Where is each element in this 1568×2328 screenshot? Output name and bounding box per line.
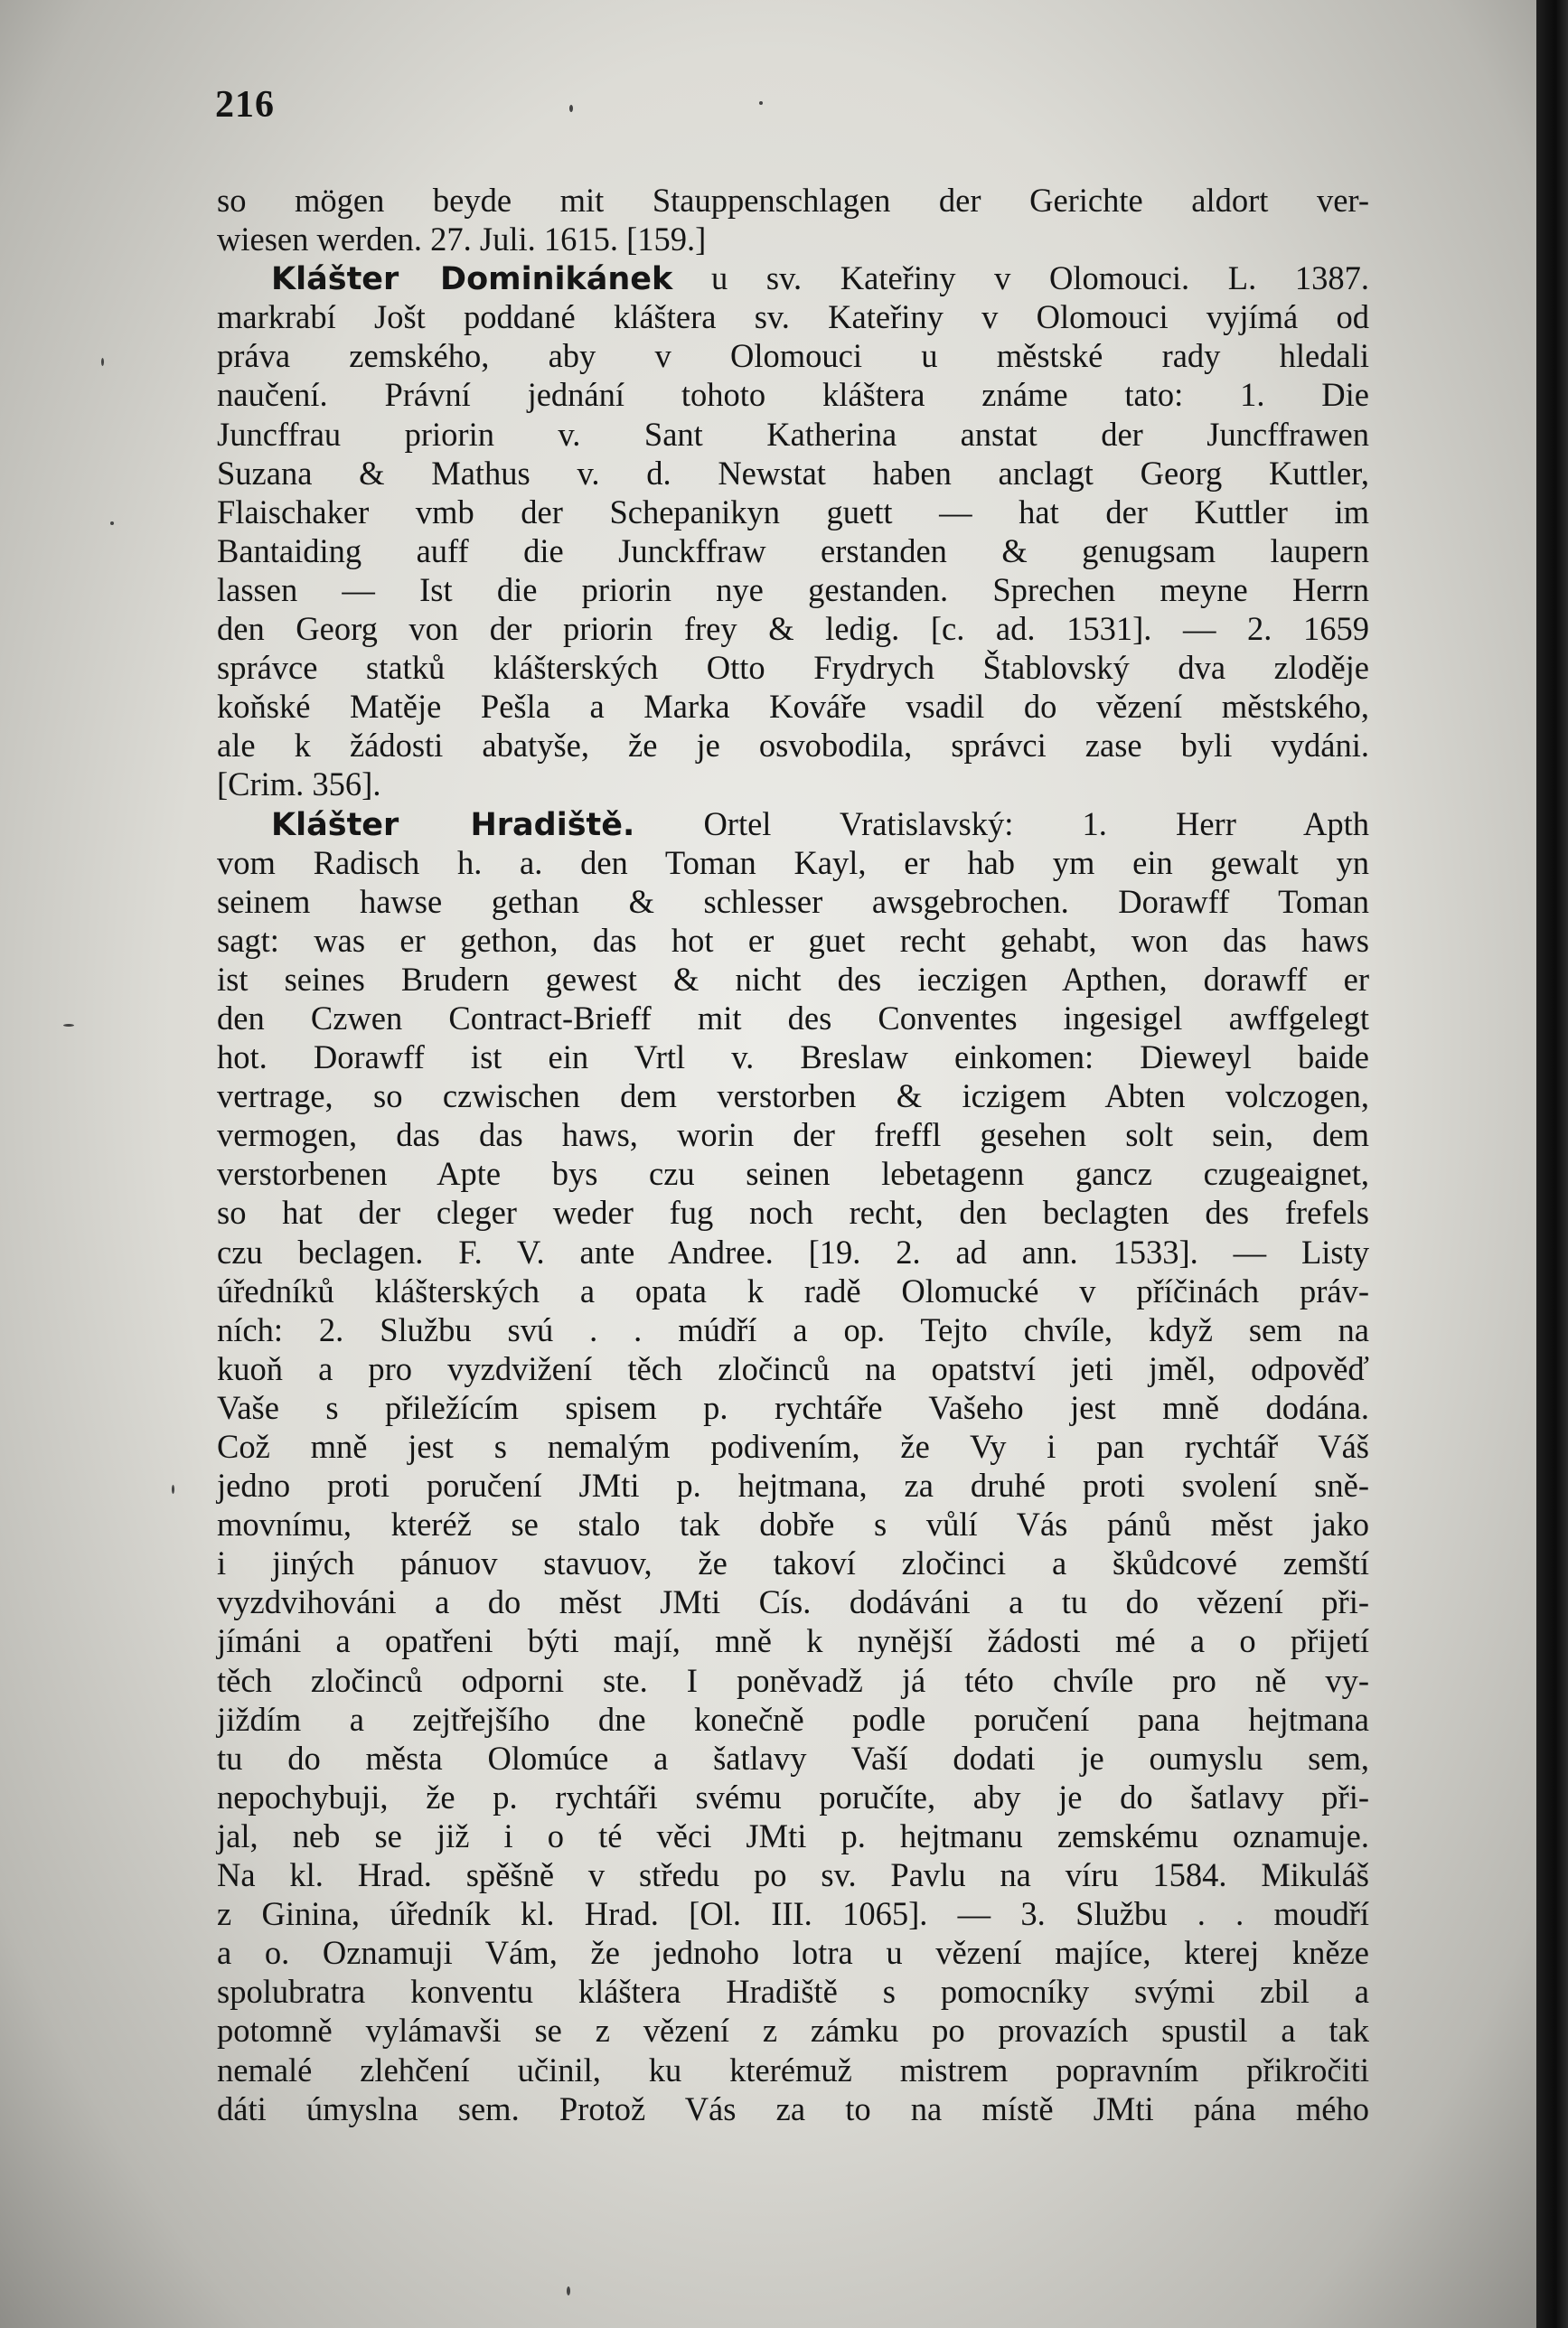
text-line [217, 843, 1369, 882]
text-line [217, 493, 1369, 531]
text-line [217, 960, 1369, 999]
text-line [217, 1115, 1369, 1154]
text-line [217, 531, 1369, 570]
line-text: czu beclagen. F. V. ante Andree. [19. 2. ad ann. 1533]. — Listy [217, 1233, 1369, 1271]
line-text: [Crim. 356]. [217, 765, 381, 803]
line-text: koňské Matěje Pešla a Marka Kováře vsadil do vězení městského, [217, 688, 1369, 726]
line-text: Juncffrau priorin v. Sant Katherina anstat der Juncffrawen [217, 415, 1369, 453]
text-line [217, 1076, 1369, 1115]
section-heading: Klášter Dominikánek [271, 261, 673, 298]
text-line [217, 181, 1369, 220]
line-text: seinem hawse gethan & schlesser awsgebrochen. Dorawff Toman [217, 882, 1369, 920]
text-line [217, 648, 1369, 687]
line-text: vertrage, so czwischen dem verstorben & iczigem Abten volczogen, [217, 1077, 1369, 1115]
line-text: správce statků klášterských Otto Frydrych Štablovský dva zloděje [217, 649, 1369, 687]
line-text: ale k žádosti abatyše, že je osvobodila, správci zase byli vydáni. [217, 727, 1369, 765]
line-text: ist seines Brudern gewest & nicht des ieczigen Apthen, dorawff er [217, 960, 1369, 998]
text-line [217, 1349, 1369, 1388]
line-text: lassen — Ist die priorin nye gestanden. Sprechen meyne Herrn [217, 570, 1369, 608]
line-text: Bantaiding auff die Junckffraw erstanden & genugsam laupern [217, 531, 1369, 569]
page-number: 216 [215, 84, 275, 126]
line-text: verstorbenen Apte bys czu seinen lebetagenn gancz czugeaignet, [217, 1155, 1369, 1193]
text-line [217, 1505, 1369, 1544]
text-line [217, 921, 1369, 960]
page-edge-shadow [1536, 0, 1568, 2328]
text-line [217, 1544, 1369, 1582]
scan-speck [172, 1485, 174, 1494]
line-text: so mögen beyde mit Stauppenschlagen der Gerichte aldort ver- [217, 182, 1369, 219]
text-line [217, 882, 1369, 921]
text-line [217, 1778, 1369, 1816]
body-text [217, 181, 1369, 2128]
line-text: Ortel Vratislavský: 1. Herr Apth [634, 804, 1369, 842]
text-line [217, 1466, 1369, 1505]
scan-speck [569, 105, 573, 112]
line-text: vom Radisch h. a. den Toman Kayl, er hab ym ein gewalt yn [217, 843, 1369, 881]
line-text: den Georg von der priorin frey & ledig. [c. ad. 1531]. — 2. 1659 [217, 610, 1369, 648]
line-text: práva zemského, aby v Olomouci u městské rady hledali [217, 337, 1369, 375]
line-text: jal, neb se již i o té věci JMti p. hejtmanu zemskému oznamuje. [217, 1816, 1369, 1854]
line-text: vermogen, das das haws, worin der freffl gesehen solt sein, dem [217, 1116, 1369, 1154]
line-text: u sv. Kateřiny v Olomouci. L. 1387. [672, 259, 1369, 297]
line-text: jedno proti poručení JMti p. hejtmana, za druhé proti svolení sně- [217, 1467, 1369, 1505]
text-line [217, 258, 1369, 297]
text-line [217, 1816, 1369, 1855]
line-text: hot. Dorawff ist ein Vrtl v. Breslaw einkomen: Dieweyl baide [217, 1038, 1369, 1076]
text-line [217, 1972, 1369, 2011]
line-text: Vaše s přiležícím spisem p. rychtáře Vašeho jest mně dodána. [217, 1388, 1369, 1426]
text-line [217, 1700, 1369, 1739]
line-text: jímáni a opatřeni býti mají, mně k nynější žádosti mé a o přijetí [217, 1622, 1369, 1660]
line-text: Což mně jest s nemalým podivením, že Vy i pan rychtář Váš [217, 1428, 1369, 1465]
line-text: těch zločinců odporni ste. I poněvadž já této chvíle pro ně vy- [217, 1661, 1369, 1699]
text-line [217, 2011, 1369, 2050]
text-line [217, 1739, 1369, 1778]
text-line [217, 1933, 1369, 1972]
text-line [217, 1621, 1369, 1660]
line-text: wiesen werden. 27. Juli. 1615. [159.] [217, 221, 707, 258]
text-line [217, 1427, 1369, 1466]
text-line [217, 1272, 1369, 1310]
line-text: Suzana & Mathus v. d. Newstat haben anclagt Georg Kuttler, [217, 454, 1369, 492]
scan-speck [101, 358, 104, 366]
text-line [217, 1193, 1369, 1232]
scan-speck [567, 2286, 570, 2295]
text-line [217, 1310, 1369, 1349]
line-text: potomně vylámavši se z vězení z zámku po provazích spustil a tak [217, 2012, 1369, 2050]
line-text: Flaischaker vmb der Schepanikyn guett — hat der Kuttler im [217, 493, 1369, 530]
text-line [217, 1154, 1369, 1193]
text-line [217, 297, 1369, 336]
line-text: markrabí Jošt poddané kláštera sv. Kateřiny v Olomouci vyjímá od [217, 298, 1369, 336]
text-line [217, 2089, 1369, 2128]
text-line [217, 570, 1369, 609]
line-text: Na kl. Hrad. spěšně v středu po sv. Pavlu na víru 1584. Mikuláš [217, 1856, 1369, 1894]
text-line [217, 1894, 1369, 1933]
text-line [217, 765, 1369, 803]
line-text: tu do města Olomúce a šatlavy Vaší dodati je oumyslu sem, [217, 1739, 1369, 1777]
line-text: nemalé zlehčení učinil, ku kterémuž mistrem popravním přikročiti [217, 2051, 1369, 2089]
scan-speck [63, 1024, 74, 1027]
text-line [217, 1037, 1369, 1076]
line-text: den Czwen Contract-Brieff mit des Conventes ingesigel awffgelegt [217, 999, 1369, 1037]
line-text: movnímu, kteréž se stalo tak dobře s vůlí Vás pánů měst jako [217, 1506, 1369, 1544]
text-line [217, 336, 1369, 375]
text-line [217, 454, 1369, 493]
line-text: ních: 2. Službu svú . . múdří a op. Tejto chvíle, když sem na [217, 1310, 1369, 1348]
text-line [217, 1582, 1369, 1621]
text-line [217, 609, 1369, 648]
text-line [217, 1388, 1369, 1427]
scan-speck [110, 521, 114, 525]
line-text: z Ginina, úředník kl. Hrad. [Ol. III. 1065]. — 3. Službu . . moudří [217, 1895, 1369, 1933]
line-text: nepochybuji, že p. rychtáři svému poručíte, aby je do šatlavy při- [217, 1778, 1369, 1816]
line-text: kuoň a pro vyzdvižení těch zločinců na opatství jeti jměl, odpověď [217, 1349, 1369, 1387]
text-line [217, 1661, 1369, 1700]
line-text: úředníků klášterských a opata k radě Olomucké v příčinách práv- [217, 1272, 1369, 1310]
line-text: dáti úmyslna sem. Protož Vás za to na místě JMti pána mého [217, 2089, 1369, 2127]
text-line [217, 375, 1369, 414]
line-text: naučení. Právní jednání tohoto kláštera známe tato: 1. Die [217, 376, 1369, 414]
text-line [217, 804, 1369, 843]
section-heading: Klášter Hradiště. [271, 806, 635, 843]
text-line [217, 2051, 1369, 2089]
line-text: jiždím a zejtřejšího dne konečně podle poručení pana hejtmana [217, 1700, 1369, 1738]
line-text: vyzdvihováni a do měst JMti Cís. dodáváni a tu do vězení při- [217, 1583, 1369, 1621]
text-line [217, 1855, 1369, 1894]
scan-speck [759, 101, 763, 105]
line-text: a o. Oznamuji Vám, že jednoho lotra u vězení majíce, kterej kněze [217, 1934, 1369, 1972]
line-text: i jiných pánuov stavuov, že takoví zločinci a škůdcové zemští [217, 1544, 1369, 1582]
line-text: spolubratra konventu kláštera Hradiště s pomocníky svými zbil a [217, 1973, 1369, 2011]
text-line [217, 687, 1369, 726]
text-line [217, 999, 1369, 1037]
line-text: sagt: was er gethon, das hot er guet recht gehabt, won das haws [217, 921, 1369, 959]
text-line [217, 726, 1369, 765]
text-line [217, 1233, 1369, 1272]
text-line [217, 220, 1369, 258]
text-line [217, 415, 1369, 454]
line-text: so hat der cleger weder fug noch recht, den beclagten des frefels [217, 1194, 1369, 1232]
